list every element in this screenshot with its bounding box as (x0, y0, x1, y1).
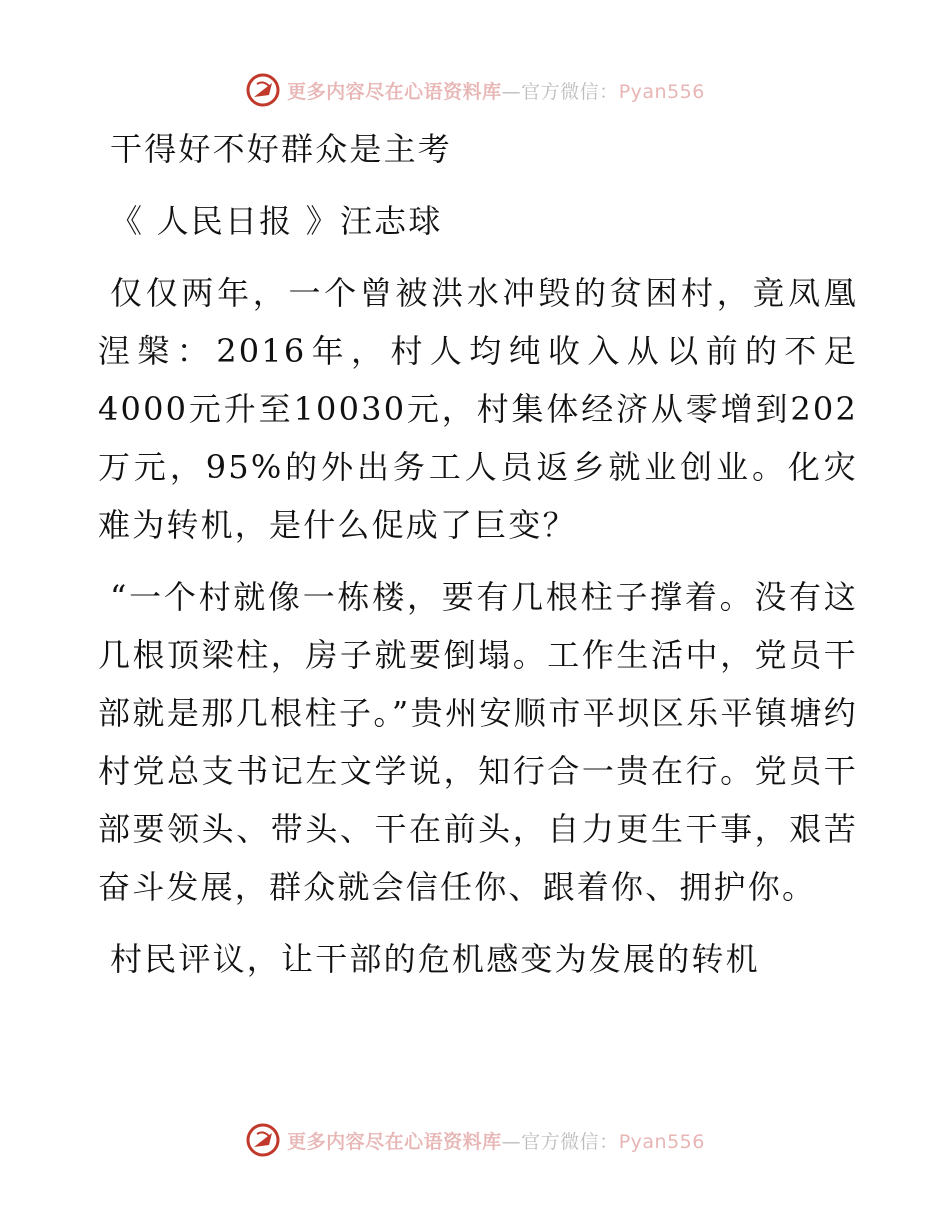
article-title: 干得好不好群众是主考 (110, 130, 453, 168)
logo-icon (245, 72, 281, 108)
paragraph-2: “一个村就像一栋楼，要有几根柱子撑着。没有这几根顶梁柱，房子就要倒塌。工作生活中，党员干部就是那几根柱子。”贵州安顺市平坝区乐平镇塘约村党总支书记左文学说，知行合一贵在行。党员干部要领头、带头、干在前头，自力更生干事，艰苦奋斗发展，群众就会信任你、跟着你、拥护你。 (98, 578, 858, 906)
section-subtitle: 村民评议，让干部的危机感变为发展的转机 (110, 940, 760, 978)
watermark-footer (0, 1120, 950, 1160)
logo-icon (245, 1122, 281, 1158)
paragraph-1: 仅仅两年，一个曾被洪水冲毁的贫困村，竟凤凰涅槃：2016年，村人均纯收入从以前的不足4000元升至10030元，村集体经济从零增到202万元，95%的外出务工人员返乡就业创业。化灾难为转机，是什么促成了巨变？ (98, 274, 858, 544)
article-source: 《 人民日报 》汪志球 (110, 202, 443, 240)
article-body (98, 120, 858, 988)
watermark-text: 更多内容尽在心语资料库—官方微信：Pyan556 (287, 1130, 705, 1153)
watermark-header (0, 70, 950, 110)
watermark-text: 更多内容尽在心语资料库—官方微信：Pyan556 (287, 80, 705, 103)
